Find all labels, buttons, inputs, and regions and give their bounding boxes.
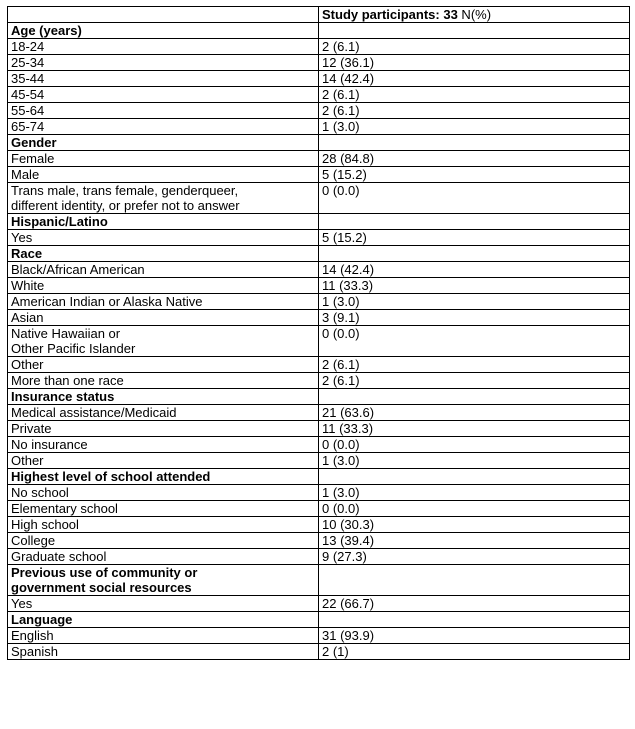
row-label: Other: [8, 357, 319, 373]
table-row: [8, 596, 630, 612]
row-value: 1 (3.0): [319, 453, 630, 469]
table-row: [8, 119, 630, 135]
row-value: 2 (1): [319, 644, 630, 660]
table-row: [8, 310, 630, 326]
row-label: Private: [8, 421, 319, 437]
section-label: Race: [8, 246, 319, 262]
row-value: 22 (66.7): [319, 596, 630, 612]
row-label: Other: [8, 453, 319, 469]
row-value: 2 (6.1): [319, 103, 630, 119]
section-label: Hispanic/Latino: [8, 214, 319, 230]
section-header-row: [8, 565, 630, 596]
row-value: 21 (63.6): [319, 405, 630, 421]
row-value: 3 (9.1): [319, 310, 630, 326]
row-label: 25-34: [8, 55, 319, 71]
row-value: 0 (0.0): [319, 501, 630, 517]
row-label: Black/African American: [8, 262, 319, 278]
table-row: [8, 151, 630, 167]
row-label: Male: [8, 167, 319, 183]
table-row: [8, 373, 630, 389]
row-value: 13 (39.4): [319, 533, 630, 549]
row-value: 5 (15.2): [319, 167, 630, 183]
table-row: [8, 628, 630, 644]
row-value: [319, 135, 630, 151]
row-label: Native Hawaiian or Other Pacific Islander: [8, 326, 319, 357]
table-row: [8, 230, 630, 246]
row-value: 2 (6.1): [319, 39, 630, 55]
section-label: Gender: [8, 135, 319, 151]
table-row: [8, 501, 630, 517]
row-value: 0 (0.0): [319, 183, 630, 214]
row-label: College: [8, 533, 319, 549]
row-label: 55-64: [8, 103, 319, 119]
row-label: 18-24: [8, 39, 319, 55]
header-cell-value: [319, 7, 630, 23]
table-row: [8, 278, 630, 294]
table-body: [8, 23, 630, 660]
row-value: 0 (0.0): [319, 326, 630, 357]
row-label: More than one race: [8, 373, 319, 389]
table-row: [8, 437, 630, 453]
row-label: White: [8, 278, 319, 294]
row-label: Yes: [8, 596, 319, 612]
section-label: Previous use of community or government social resources: [8, 565, 319, 596]
table-row: [8, 103, 630, 119]
table-row: [8, 533, 630, 549]
row-label: No school: [8, 485, 319, 501]
table-row: [8, 644, 630, 660]
row-value: 1 (3.0): [319, 294, 630, 310]
row-value: [319, 612, 630, 628]
row-value: 28 (84.8): [319, 151, 630, 167]
row-label: Graduate school: [8, 549, 319, 565]
row-label: No insurance: [8, 437, 319, 453]
section-label: Age (years): [8, 23, 319, 39]
section-header-row: [8, 469, 630, 485]
row-value: 5 (15.2): [319, 230, 630, 246]
row-label: English: [8, 628, 319, 644]
table-row: [8, 262, 630, 278]
row-value: 0 (0.0): [319, 437, 630, 453]
row-value: 2 (6.1): [319, 87, 630, 103]
row-label: Elementary school: [8, 501, 319, 517]
table-row: [8, 517, 630, 533]
row-value: 31 (93.9): [319, 628, 630, 644]
row-label: Medical assistance/Medicaid: [8, 405, 319, 421]
row-value: 11 (33.3): [319, 278, 630, 294]
section-header-row: [8, 214, 630, 230]
section-label: Language: [8, 612, 319, 628]
row-value: 1 (3.0): [319, 485, 630, 501]
table-row: [8, 421, 630, 437]
row-value: [319, 565, 630, 596]
table-row: [8, 183, 630, 214]
row-value: [319, 23, 630, 39]
demographics-table: [7, 6, 630, 660]
row-value: 2 (6.1): [319, 357, 630, 373]
section-header-row: [8, 246, 630, 262]
table-row: [8, 453, 630, 469]
row-value: [319, 389, 630, 405]
row-label: Trans male, trans female, genderqueer, different identity, or prefer not to answer: [8, 183, 319, 214]
row-value: 2 (6.1): [319, 373, 630, 389]
table-row: [8, 294, 630, 310]
table-row: [8, 485, 630, 501]
section-header-row: [8, 23, 630, 39]
table-row: [8, 549, 630, 565]
row-label: American Indian or Alaska Native: [8, 294, 319, 310]
row-value: 10 (30.3): [319, 517, 630, 533]
row-label: 45-54: [8, 87, 319, 103]
row-value: [319, 246, 630, 262]
table-row: [8, 357, 630, 373]
row-label: Female: [8, 151, 319, 167]
row-value: [319, 214, 630, 230]
row-value: 12 (36.1): [319, 55, 630, 71]
row-label: 65-74: [8, 119, 319, 135]
section-header-row: [8, 389, 630, 405]
row-value: 1 (3.0): [319, 119, 630, 135]
row-value: 14 (42.4): [319, 71, 630, 87]
row-label: Yes: [8, 230, 319, 246]
table-row: [8, 326, 630, 357]
table-row: [8, 71, 630, 87]
section-label: Insurance status: [8, 389, 319, 405]
row-label: High school: [8, 517, 319, 533]
table-row: [8, 87, 630, 103]
table-row: [8, 405, 630, 421]
row-value: 11 (33.3): [319, 421, 630, 437]
header-row: [8, 7, 630, 23]
header-unit: N(%): [457, 7, 492, 22]
section-header-row: [8, 135, 630, 151]
row-label: Spanish: [8, 644, 319, 660]
row-value: 14 (42.4): [319, 262, 630, 278]
row-label: 35-44: [8, 71, 319, 87]
section-label: Highest level of school attended: [8, 469, 319, 485]
header-title: Study participants: 33: [322, 7, 458, 22]
table-row: [8, 167, 630, 183]
row-label: Asian: [8, 310, 319, 326]
table-row: [8, 55, 630, 71]
row-value: 9 (27.3): [319, 549, 630, 565]
row-value: [319, 469, 630, 485]
section-header-row: [8, 612, 630, 628]
header-cell-label: [8, 7, 319, 23]
table-row: [8, 39, 630, 55]
